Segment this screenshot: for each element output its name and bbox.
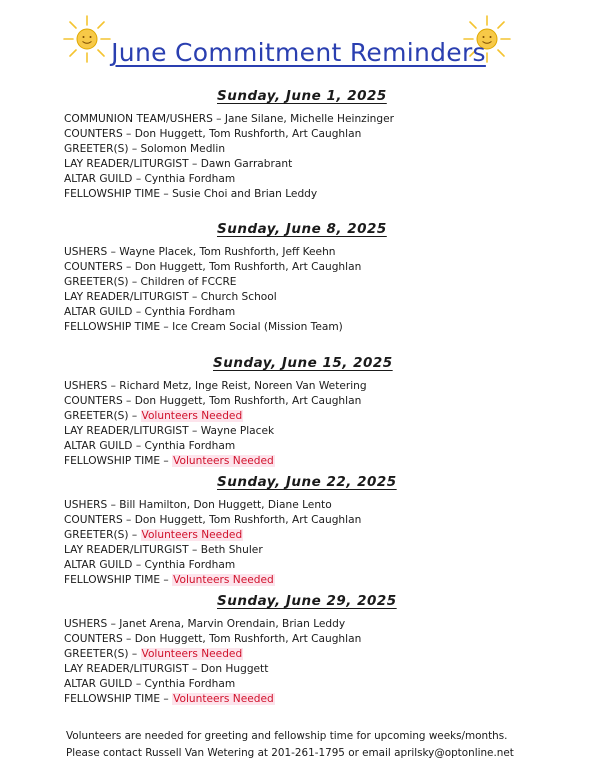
- assignment-line: [64, 157, 534, 172]
- role-separator: –: [160, 455, 173, 468]
- role-separator: –: [122, 128, 135, 141]
- role-label: LAY READER/LITURGIST: [64, 158, 189, 171]
- role-separator: –: [122, 514, 135, 527]
- assignee-names: Cynthia Fordham: [144, 173, 236, 186]
- role-label: GREETER(S): [64, 648, 129, 661]
- section-date-heading: Sunday, June 22, 2025: [217, 474, 397, 490]
- assignee-names: Don Huggett, Tom Rushforth, Art Caughlan: [134, 395, 362, 408]
- role-label: FELLOWSHIP TIME: [64, 455, 161, 468]
- role-label: LAY READER/LITURGIST: [64, 663, 189, 676]
- page-title: June Commitment Reminders: [111, 38, 486, 67]
- footer-note: [66, 728, 514, 762]
- role-label: COUNTERS: [64, 128, 123, 141]
- role-separator: –: [128, 143, 141, 156]
- assignee-names: Ice Cream Social (Mission Team): [172, 321, 343, 334]
- assignment-line: [64, 260, 534, 275]
- assignment-line: [64, 617, 534, 632]
- assignment-line: [64, 498, 534, 513]
- role-label: GREETER(S): [64, 529, 129, 542]
- assignment-line: [64, 439, 534, 454]
- assignment-line: [64, 394, 534, 409]
- role-separator: –: [128, 276, 141, 289]
- role-separator: –: [128, 648, 141, 661]
- role-label: LAY READER/LITURGIST: [64, 425, 189, 438]
- role-separator: –: [128, 410, 141, 423]
- role-separator: –: [132, 173, 145, 186]
- volunteers-needed-note: Volunteers Needed: [173, 574, 274, 587]
- role-separator: –: [160, 321, 173, 334]
- schedule-section: [64, 355, 534, 470]
- role-separator: –: [212, 113, 225, 125]
- volunteers-needed-note: Volunteers Needed: [173, 693, 274, 706]
- assignment-line: [64, 409, 534, 424]
- role-label: LAY READER/LITURGIST: [64, 544, 189, 557]
- role-separator: –: [107, 618, 120, 630]
- assignee-names: Janet Arena, Marvin Orendain, Brian Leddy: [119, 618, 346, 630]
- assignment-line: [64, 187, 534, 202]
- role-separator: –: [122, 261, 135, 274]
- schedule-section: [64, 474, 534, 589]
- assignment-list: [64, 245, 534, 336]
- role-label: COUNTERS: [64, 633, 123, 646]
- assignment-line: [64, 127, 534, 142]
- role-label: USHERS: [64, 380, 108, 392]
- role-separator: –: [160, 188, 173, 201]
- volunteers-needed-note: Volunteers Needed: [141, 410, 243, 423]
- role-separator: –: [188, 291, 201, 304]
- assignee-names: Cynthia Fordham: [144, 306, 236, 319]
- role-separator: –: [122, 395, 135, 408]
- assignee-names: Dawn Garrabrant: [200, 158, 293, 171]
- role-label: FELLOWSHIP TIME: [64, 321, 161, 334]
- role-label: COMMUNION TEAM/USHERS: [64, 113, 213, 125]
- role-separator: –: [107, 246, 120, 258]
- assignee-names: Richard Metz, Inge Reist, Noreen Van Wetering: [119, 380, 367, 392]
- assignee-names: Don Huggett, Tom Rushforth, Art Caughlan: [134, 261, 362, 274]
- assignment-list: [64, 112, 534, 203]
- role-label: COUNTERS: [64, 261, 123, 274]
- assignment-line: [64, 290, 534, 305]
- volunteers-needed-note: Volunteers Needed: [141, 648, 243, 661]
- assignment-line: [64, 677, 534, 692]
- assignment-line: [64, 513, 534, 528]
- assignee-names: Wayne Placek: [200, 425, 275, 438]
- role-separator: –: [107, 499, 120, 511]
- assignee-names: Susie Choi and Brian Leddy: [172, 188, 318, 201]
- role-label: GREETER(S): [64, 410, 129, 423]
- role-separator: –: [188, 544, 201, 557]
- assignment-line: [64, 379, 534, 394]
- assignee-names: Cynthia Fordham: [144, 440, 236, 453]
- assignee-names: Don Huggett, Tom Rushforth, Art Caughlan: [134, 514, 362, 527]
- assignment-line: [64, 662, 534, 677]
- assignee-names: Church School: [200, 291, 277, 304]
- role-label: COUNTERS: [64, 514, 123, 527]
- assignment-line: [64, 172, 534, 187]
- role-label: GREETER(S): [64, 276, 129, 289]
- role-separator: –: [132, 306, 145, 319]
- assignee-names: Don Huggett, Tom Rushforth, Art Caughlan: [134, 128, 362, 141]
- role-separator: –: [188, 425, 201, 438]
- role-label: USHERS: [64, 618, 108, 630]
- role-separator: –: [188, 663, 201, 676]
- role-separator: –: [132, 559, 145, 572]
- assignment-line: [64, 573, 534, 588]
- footer-line-contact: Please contact Russell Van Wetering at 201-261-1795 or email aprilsky@optonline.net: [66, 747, 514, 759]
- assignment-line: [64, 142, 534, 157]
- assignment-line: [64, 424, 534, 439]
- assignment-line: [64, 528, 534, 543]
- role-label: LAY READER/LITURGIST: [64, 291, 189, 304]
- assignee-names: Bill Hamilton, Don Huggett, Diane Lento: [119, 499, 332, 511]
- assignment-list: [64, 498, 534, 589]
- assignee-names: Cynthia Fordham: [144, 678, 236, 691]
- role-label: USHERS: [64, 246, 108, 258]
- role-label: ALTAR GUILD: [64, 306, 133, 319]
- role-label: ALTAR GUILD: [64, 678, 133, 691]
- role-separator: –: [128, 529, 141, 542]
- assignment-line: [64, 454, 534, 469]
- role-separator: –: [132, 678, 145, 691]
- assignment-line: [64, 558, 534, 573]
- assignment-line: [64, 245, 534, 260]
- assignee-names: Don Huggett, Tom Rushforth, Art Caughlan: [134, 633, 362, 646]
- role-separator: –: [188, 158, 201, 171]
- role-separator: –: [132, 440, 145, 453]
- role-label: FELLOWSHIP TIME: [64, 574, 161, 587]
- role-label: GREETER(S): [64, 143, 129, 156]
- volunteers-needed-note: Volunteers Needed: [141, 529, 243, 542]
- role-label: USHERS: [64, 499, 108, 511]
- schedule-section: [64, 593, 534, 708]
- role-separator: –: [122, 633, 135, 646]
- section-date-heading: Sunday, June 8, 2025: [217, 221, 387, 237]
- role-separator: –: [107, 380, 120, 392]
- role-label: COUNTERS: [64, 395, 123, 408]
- assignee-names: Solomon Medlin: [140, 143, 226, 156]
- role-label: FELLOWSHIP TIME: [64, 693, 161, 706]
- section-date-heading: Sunday, June 29, 2025: [217, 593, 397, 609]
- role-label: ALTAR GUILD: [64, 173, 133, 186]
- assignment-line: [64, 543, 534, 558]
- role-separator: –: [160, 574, 173, 587]
- schedule-section: [64, 221, 534, 336]
- assignee-names: Beth Shuler: [200, 544, 263, 557]
- footer-line-volunteers: Volunteers are needed for greeting and fellowship time for upcoming weeks/months.: [66, 730, 508, 742]
- role-separator: –: [160, 693, 173, 706]
- assignee-names: Don Huggett: [200, 663, 269, 676]
- assignment-line: [64, 320, 534, 335]
- assignment-line: [64, 692, 534, 707]
- assignee-names: Children of FCCRE: [140, 276, 237, 289]
- assignment-line: [64, 632, 534, 647]
- assignee-names: Jane Silane, Michelle Heinzinger: [224, 113, 394, 125]
- schedule-section: [64, 88, 534, 203]
- section-date-heading: Sunday, June 15, 2025: [213, 355, 393, 371]
- role-label: ALTAR GUILD: [64, 559, 133, 572]
- assignment-list: [64, 617, 534, 708]
- assignment-line: [64, 275, 534, 290]
- assignment-line: [64, 112, 534, 127]
- assignee-names: Cynthia Fordham: [144, 559, 236, 572]
- assignment-line: [64, 305, 534, 320]
- assignee-names: Wayne Placek, Tom Rushforth, Jeff Keehn: [119, 246, 336, 258]
- volunteers-needed-note: Volunteers Needed: [173, 455, 274, 468]
- section-date-heading: Sunday, June 1, 2025: [217, 88, 387, 104]
- role-label: ALTAR GUILD: [64, 440, 133, 453]
- assignment-list: [64, 379, 534, 470]
- role-label: FELLOWSHIP TIME: [64, 188, 161, 201]
- assignment-line: [64, 647, 534, 662]
